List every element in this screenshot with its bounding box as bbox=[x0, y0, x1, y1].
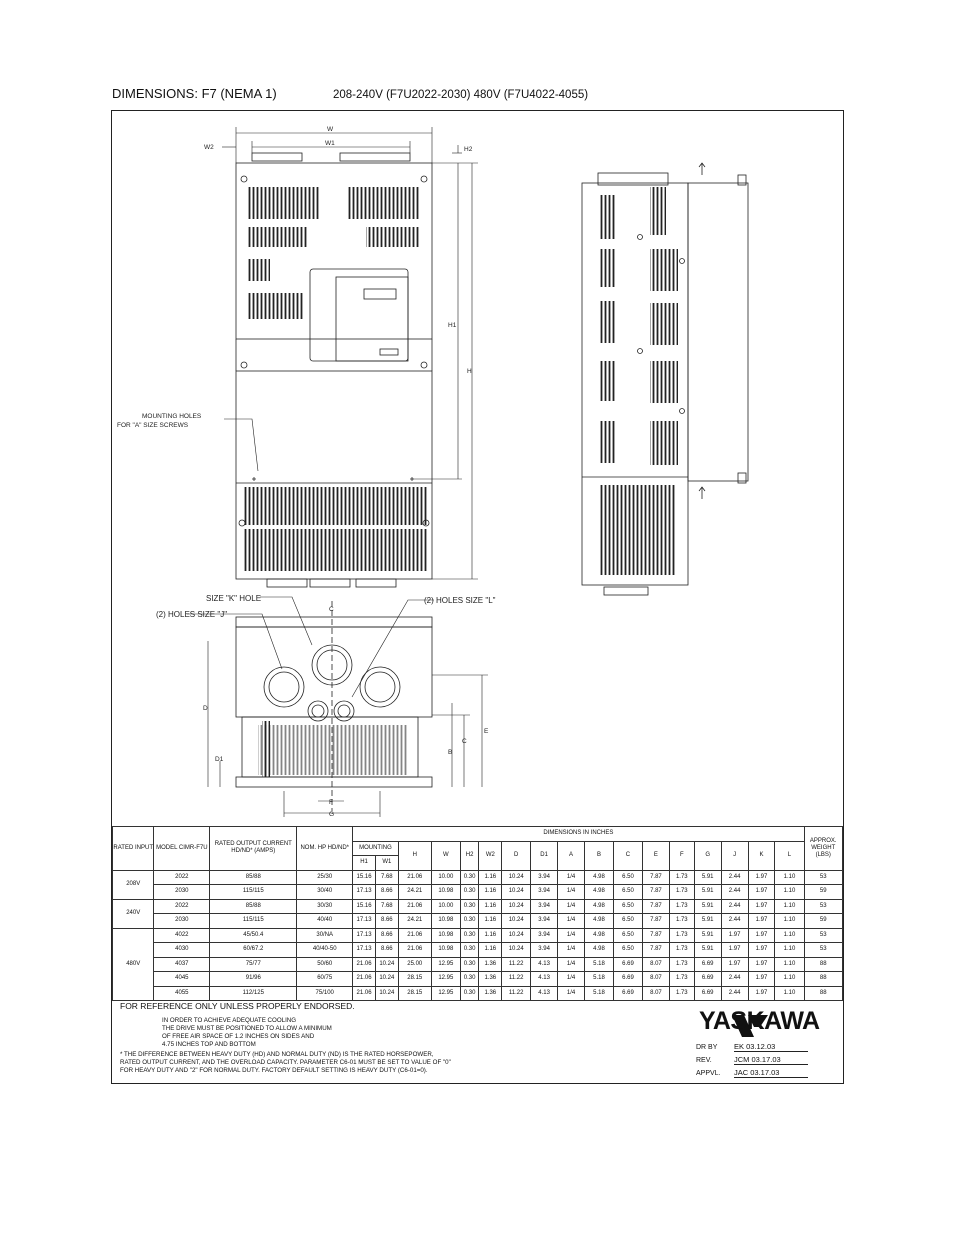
table-cell: 40/40-50 bbox=[297, 943, 353, 958]
table-cell: 12.95 bbox=[431, 957, 460, 972]
table-cell: 1.97 bbox=[721, 928, 748, 943]
table-cell: 21.06 bbox=[398, 928, 431, 943]
table-cell: 115/115 bbox=[210, 885, 297, 900]
table-cell: 2022 bbox=[154, 870, 210, 885]
col-e: E bbox=[642, 841, 669, 870]
table-cell: 7.87 bbox=[642, 914, 669, 929]
table-cell: 6.69 bbox=[694, 957, 721, 972]
table-cell: 3.94 bbox=[531, 885, 558, 900]
table-cell: 21.06 bbox=[353, 957, 376, 972]
duty-footnote: * THE DIFFERENCE BETWEEN HEAVY DUTY (HD) AND NORMAL DUTY (ND) IS THE RATED HORSEPOWER, RATED OUTPUT CURRENT, AND THE OVERLOAD CAPACITY. PARAMETER C6-01 MUST BE SET TO VALUE OF "0" FOR HEAVY DUTY AND "2" FOR NORMAL DUTY. FACTORY DEFAULT SETTING IS HEAVY DUTY (C6-01=0). bbox=[120, 1051, 451, 1074]
table-cell: 0.30 bbox=[460, 914, 479, 929]
table-cell: 10.98 bbox=[431, 885, 460, 900]
table-cell: 7.87 bbox=[642, 870, 669, 885]
table-cell: 4045 bbox=[154, 972, 210, 987]
cooling-note: IN ORDER TO ACHIEVE ADEQUATE COOLING THE DRIVE MUST BE POSITIONED TO ALLOW A MINIMUM OF FREE AIR SPACE OF 1.2 INCHES ON SIDES AND 4.75 INCHES TOP AND BOTTOM bbox=[162, 1017, 332, 1048]
table-cell: 88 bbox=[804, 972, 842, 987]
table-cell: 1.97 bbox=[748, 943, 775, 958]
table-cell: 12.95 bbox=[431, 972, 460, 987]
table-cell: 17.13 bbox=[353, 885, 376, 900]
table-cell: 0.30 bbox=[460, 899, 479, 914]
table-cell: 10.24 bbox=[502, 899, 531, 914]
col-d1: D1 bbox=[531, 841, 558, 870]
table-cell: 6.69 bbox=[694, 972, 721, 987]
table-cell: 7.68 bbox=[375, 899, 398, 914]
table-cell: 3.94 bbox=[531, 914, 558, 929]
table-cell: 10.00 bbox=[431, 870, 460, 885]
rated-input-cell: 480V bbox=[113, 928, 154, 1001]
dim-g: G bbox=[329, 811, 335, 818]
table-cell: 5.91 bbox=[694, 899, 721, 914]
table-cell: 75/100 bbox=[297, 986, 353, 1001]
table-cell: 2.44 bbox=[721, 870, 748, 885]
table-cell: 8.07 bbox=[642, 986, 669, 1001]
dim-h2: H2 bbox=[464, 146, 473, 153]
table-cell: 1/4 bbox=[558, 928, 585, 943]
table-cell: 30/NA bbox=[297, 928, 353, 943]
table-cell: 1.97 bbox=[721, 957, 748, 972]
table-cell: 10.24 bbox=[502, 870, 531, 885]
table-cell: 1.73 bbox=[669, 885, 694, 900]
table-cell: 1/4 bbox=[558, 957, 585, 972]
table-cell: 1.73 bbox=[669, 928, 694, 943]
table-cell: 88 bbox=[804, 957, 842, 972]
dim-w1: W1 bbox=[325, 140, 335, 147]
table-cell: 5.91 bbox=[694, 928, 721, 943]
dim-f: F bbox=[329, 799, 333, 806]
table-cell: 3.94 bbox=[531, 870, 558, 885]
table-cell: 10.24 bbox=[502, 914, 531, 929]
table-cell: 10.98 bbox=[431, 943, 460, 958]
dr-by-value: EK 03.12.03 bbox=[734, 1042, 808, 1052]
table-cell: 1/4 bbox=[558, 986, 585, 1001]
table-cell: 53 bbox=[804, 899, 842, 914]
table-cell: 1.97 bbox=[748, 899, 775, 914]
table-cell: 25.00 bbox=[398, 957, 431, 972]
table-cell: 4.98 bbox=[585, 914, 614, 929]
table-cell: 1.10 bbox=[775, 899, 804, 914]
table-cell: 1.73 bbox=[669, 986, 694, 1001]
table-cell: 11.22 bbox=[502, 986, 531, 1001]
table-cell: 1.97 bbox=[748, 870, 775, 885]
dim-e: E bbox=[484, 728, 489, 735]
col-h1: H1 bbox=[353, 856, 376, 871]
col-d: D bbox=[502, 841, 531, 870]
table-cell: 2030 bbox=[154, 914, 210, 929]
col-w2: W2 bbox=[479, 841, 502, 870]
table-cell: 1.97 bbox=[748, 928, 775, 943]
table-cell: 60/75 bbox=[297, 972, 353, 987]
table-cell: 4.98 bbox=[585, 899, 614, 914]
dim-w2: W2 bbox=[204, 144, 214, 151]
bottom-dimensions bbox=[156, 594, 496, 818]
bottom-view bbox=[236, 601, 432, 811]
table-cell: 59 bbox=[804, 885, 842, 900]
table-cell: 1/4 bbox=[558, 943, 585, 958]
table-cell: 1.16 bbox=[479, 914, 502, 929]
col-w: W bbox=[431, 841, 460, 870]
table-cell: 1.36 bbox=[479, 957, 502, 972]
table-cell: 11.22 bbox=[502, 972, 531, 987]
rated-input-cell: 240V bbox=[113, 899, 154, 928]
col-rated-output: RATED OUTPUT CURRENT HD/ND* (AMPS) bbox=[210, 827, 297, 871]
table-cell: 2.44 bbox=[721, 899, 748, 914]
table-cell: 112/125 bbox=[210, 986, 297, 1001]
table-cell: 6.50 bbox=[613, 885, 642, 900]
col-g: G bbox=[694, 841, 721, 870]
table-cell: 7.87 bbox=[642, 899, 669, 914]
table-cell: 4.98 bbox=[585, 870, 614, 885]
table-body bbox=[113, 870, 843, 1001]
table-cell: 4030 bbox=[154, 943, 210, 958]
table-cell: 1/4 bbox=[558, 885, 585, 900]
table-cell: 8.66 bbox=[375, 943, 398, 958]
rev-value: JCM 03.17.03 bbox=[734, 1055, 808, 1065]
table-cell: 10.00 bbox=[431, 899, 460, 914]
col-h2: H2 bbox=[460, 841, 479, 870]
table-cell: 3.94 bbox=[531, 943, 558, 958]
table-cell: 85/88 bbox=[210, 899, 297, 914]
table-cell: 10.24 bbox=[375, 972, 398, 987]
table-cell: 1.10 bbox=[775, 957, 804, 972]
table-cell: 85/88 bbox=[210, 870, 297, 885]
table-cell: 8.66 bbox=[375, 914, 398, 929]
table-cell: 1.73 bbox=[669, 943, 694, 958]
table-cell: 7.87 bbox=[642, 885, 669, 900]
appvl-value: JAC 03.17.03 bbox=[734, 1068, 808, 1078]
table-row bbox=[113, 957, 843, 972]
table-row bbox=[113, 870, 843, 885]
col-j: J bbox=[721, 841, 748, 870]
table-cell: 2.44 bbox=[721, 885, 748, 900]
col-a: A bbox=[558, 841, 585, 870]
col-dimensions: DIMENSIONS IN INCHES bbox=[353, 827, 804, 842]
rev-label: REV. bbox=[696, 1057, 712, 1064]
table-cell: 15.16 bbox=[353, 899, 376, 914]
page-subtitle: 208-240V (F7U2022-2030) 480V (F7U4022-4055) bbox=[333, 89, 589, 101]
table-cell: 21.06 bbox=[398, 943, 431, 958]
table-cell: 6.69 bbox=[613, 972, 642, 987]
table-cell: 1/4 bbox=[558, 870, 585, 885]
table-cell: 88 bbox=[804, 986, 842, 1001]
table-cell: 0.30 bbox=[460, 972, 479, 987]
table-row bbox=[113, 986, 843, 1001]
table-cell: 5.18 bbox=[585, 957, 614, 972]
table-cell: 24.21 bbox=[398, 885, 431, 900]
table-cell: 4022 bbox=[154, 928, 210, 943]
table-cell: 0.30 bbox=[460, 928, 479, 943]
dim-c-centerline: C bbox=[329, 606, 334, 613]
table-cell: 1.16 bbox=[479, 899, 502, 914]
table-cell: 7.87 bbox=[642, 928, 669, 943]
col-l: L bbox=[775, 841, 804, 870]
table-cell: 8.07 bbox=[642, 957, 669, 972]
dimension-drawing bbox=[112, 111, 843, 826]
table-cell: 1.97 bbox=[721, 943, 748, 958]
table-cell: 12.95 bbox=[431, 986, 460, 1001]
rated-input-cell: 208V bbox=[113, 870, 154, 899]
col-b: B bbox=[585, 841, 614, 870]
table-cell: 5.91 bbox=[694, 914, 721, 929]
dim-d: D bbox=[203, 705, 208, 712]
table-cell: 1.10 bbox=[775, 914, 804, 929]
table-cell: 1.36 bbox=[479, 986, 502, 1001]
table-cell: 60/67.2 bbox=[210, 943, 297, 958]
dimension-table bbox=[112, 826, 843, 1001]
table-cell: 1.16 bbox=[479, 943, 502, 958]
table-cell: 0.30 bbox=[460, 943, 479, 958]
table-cell: 25/30 bbox=[297, 870, 353, 885]
table-row bbox=[113, 972, 843, 987]
table-cell: 1.73 bbox=[669, 870, 694, 885]
table-cell: 8.66 bbox=[375, 885, 398, 900]
table-cell: 115/115 bbox=[210, 914, 297, 929]
table-cell: 8.66 bbox=[375, 928, 398, 943]
dim-d1: D1 bbox=[215, 756, 224, 763]
table-cell: 30/40 bbox=[297, 885, 353, 900]
table-cell: 10.98 bbox=[431, 914, 460, 929]
table-cell: 21.06 bbox=[398, 899, 431, 914]
table-cell: 1.97 bbox=[748, 986, 775, 1001]
table-cell: 7.87 bbox=[642, 943, 669, 958]
table-cell: 1.10 bbox=[775, 986, 804, 1001]
table-cell: 5.18 bbox=[585, 986, 614, 1001]
table-cell: 24.21 bbox=[398, 914, 431, 929]
table-cell: 1.10 bbox=[775, 870, 804, 885]
page-title: DIMENSIONS: F7 (NEMA 1) bbox=[112, 86, 277, 101]
col-k: K bbox=[748, 841, 775, 870]
mounting-holes-label: MOUNTING HOLES bbox=[142, 413, 202, 420]
col-f: F bbox=[669, 841, 694, 870]
table-cell: 1.97 bbox=[748, 914, 775, 929]
table-cell: 5.91 bbox=[694, 885, 721, 900]
table-cell: 5.91 bbox=[694, 870, 721, 885]
table-cell: 6.50 bbox=[613, 870, 642, 885]
dr-by-label: DR BY bbox=[696, 1044, 718, 1051]
col-h: H bbox=[398, 841, 431, 870]
table-cell: 3.94 bbox=[531, 899, 558, 914]
table-row bbox=[113, 914, 843, 929]
table-cell: 17.13 bbox=[353, 928, 376, 943]
table-cell: 10.98 bbox=[431, 928, 460, 943]
dim-h1: H1 bbox=[448, 322, 457, 329]
table-cell: 7.68 bbox=[375, 870, 398, 885]
table-cell: 6.50 bbox=[613, 914, 642, 929]
table-cell: 1.10 bbox=[775, 885, 804, 900]
dim-h: H bbox=[467, 368, 472, 375]
table-cell: 10.24 bbox=[502, 885, 531, 900]
table-cell: 11.22 bbox=[502, 957, 531, 972]
dim-w: W bbox=[327, 126, 334, 133]
col-mounting: MOUNTING bbox=[353, 841, 399, 856]
dim-b: B bbox=[448, 749, 453, 756]
table-row bbox=[113, 899, 843, 914]
table-cell: 6.69 bbox=[694, 986, 721, 1001]
table-cell: 2022 bbox=[154, 899, 210, 914]
table-cell: 15.16 bbox=[353, 870, 376, 885]
table-cell: 4.98 bbox=[585, 928, 614, 943]
col-w1: W1 bbox=[375, 856, 398, 871]
table-cell: 1.36 bbox=[479, 972, 502, 987]
size-k-label: SIZE "K" HOLE bbox=[206, 594, 262, 603]
table-cell: 3.94 bbox=[531, 928, 558, 943]
appvl-label: APPVL. bbox=[696, 1070, 721, 1077]
table-cell: 1.16 bbox=[479, 870, 502, 885]
table-cell: 5.18 bbox=[585, 972, 614, 987]
table-cell: 28.15 bbox=[398, 972, 431, 987]
table-cell: 2.44 bbox=[721, 914, 748, 929]
col-model: MODEL CIMR-F7U bbox=[154, 827, 210, 871]
mounting-holes-label-2: FOR "A" SIZE SCREWS bbox=[117, 422, 189, 429]
table-cell: 5.91 bbox=[694, 943, 721, 958]
table-cell: 28.15 bbox=[398, 986, 431, 1001]
table-cell: 59 bbox=[804, 914, 842, 929]
table-cell: 1.73 bbox=[669, 914, 694, 929]
dim-c: C bbox=[462, 738, 467, 745]
table-cell: 1.97 bbox=[748, 957, 775, 972]
table-cell: 1.73 bbox=[669, 972, 694, 987]
table-cell: 0.30 bbox=[460, 986, 479, 1001]
col-weight: APPROX. WEIGHT (LBS) bbox=[804, 827, 842, 871]
table-row bbox=[113, 943, 843, 958]
side-view bbox=[582, 163, 748, 595]
table-cell: 0.30 bbox=[460, 957, 479, 972]
table-cell: 1/4 bbox=[558, 914, 585, 929]
table-cell: 1.10 bbox=[775, 972, 804, 987]
table-cell: 1.73 bbox=[669, 957, 694, 972]
table-cell: 75/77 bbox=[210, 957, 297, 972]
table-cell: 4037 bbox=[154, 957, 210, 972]
notes bbox=[120, 1001, 560, 1075]
table-cell: 4055 bbox=[154, 986, 210, 1001]
table-cell: 17.13 bbox=[353, 914, 376, 929]
table-cell: 1/4 bbox=[558, 899, 585, 914]
table-cell: 1.16 bbox=[479, 928, 502, 943]
reference-note: FOR REFERENCE ONLY UNLESS PROPERLY ENDORSED. bbox=[120, 1001, 355, 1011]
table-cell: 1.97 bbox=[748, 972, 775, 987]
table-cell: 17.13 bbox=[353, 943, 376, 958]
table-cell: 10.24 bbox=[502, 943, 531, 958]
table-cell: 30/30 bbox=[297, 899, 353, 914]
table-cell: 10.24 bbox=[375, 957, 398, 972]
table-cell: 0.30 bbox=[460, 885, 479, 900]
table-cell: 1.10 bbox=[775, 928, 804, 943]
table-cell: 53 bbox=[804, 943, 842, 958]
table-cell: 1.73 bbox=[669, 899, 694, 914]
drawing-frame bbox=[111, 110, 844, 1084]
col-rated-input: RATED INPUT bbox=[113, 827, 154, 871]
table-cell: 2.44 bbox=[721, 986, 748, 1001]
table-cell: 10.24 bbox=[375, 986, 398, 1001]
table-cell: 4.13 bbox=[531, 957, 558, 972]
table-cell: 6.69 bbox=[613, 957, 642, 972]
col-nom-hp: NOM. HP HD/ND* bbox=[297, 827, 353, 871]
table-cell: 1.97 bbox=[748, 885, 775, 900]
col-c: C bbox=[613, 841, 642, 870]
table-cell: 8.07 bbox=[642, 972, 669, 987]
table-cell: 4.13 bbox=[531, 972, 558, 987]
table-cell: 1.10 bbox=[775, 943, 804, 958]
table-cell: 21.06 bbox=[398, 870, 431, 885]
table-cell: 6.69 bbox=[613, 986, 642, 1001]
table-row bbox=[113, 885, 843, 900]
holes-l-label: (2) HOLES SIZE "L" bbox=[424, 596, 496, 605]
table-cell: 6.50 bbox=[613, 899, 642, 914]
table-cell: 2.44 bbox=[721, 972, 748, 987]
table-cell: 4.98 bbox=[585, 943, 614, 958]
table-cell: 91/96 bbox=[210, 972, 297, 987]
table-cell: 6.50 bbox=[613, 943, 642, 958]
brand-name: YASKAWA bbox=[699, 1007, 820, 1035]
table-cell: 4.98 bbox=[585, 885, 614, 900]
table-cell: 45/50.4 bbox=[210, 928, 297, 943]
holes-j-label: (2) HOLES SIZE "J" bbox=[156, 610, 228, 619]
table-cell: 21.06 bbox=[353, 986, 376, 1001]
table-cell: 6.50 bbox=[613, 928, 642, 943]
table-cell: 40/40 bbox=[297, 914, 353, 929]
table-cell: 2030 bbox=[154, 885, 210, 900]
table-cell: 10.24 bbox=[502, 928, 531, 943]
table-cell: 53 bbox=[804, 870, 842, 885]
table-cell: 4.13 bbox=[531, 986, 558, 1001]
table-cell: 1.16 bbox=[479, 885, 502, 900]
front-view bbox=[236, 153, 432, 587]
table-cell: 21.06 bbox=[353, 972, 376, 987]
table-cell: 50/60 bbox=[297, 957, 353, 972]
table-cell: 53 bbox=[804, 928, 842, 943]
table-row bbox=[113, 928, 843, 943]
table-cell: 1/4 bbox=[558, 972, 585, 987]
table-cell: 0.30 bbox=[460, 870, 479, 885]
